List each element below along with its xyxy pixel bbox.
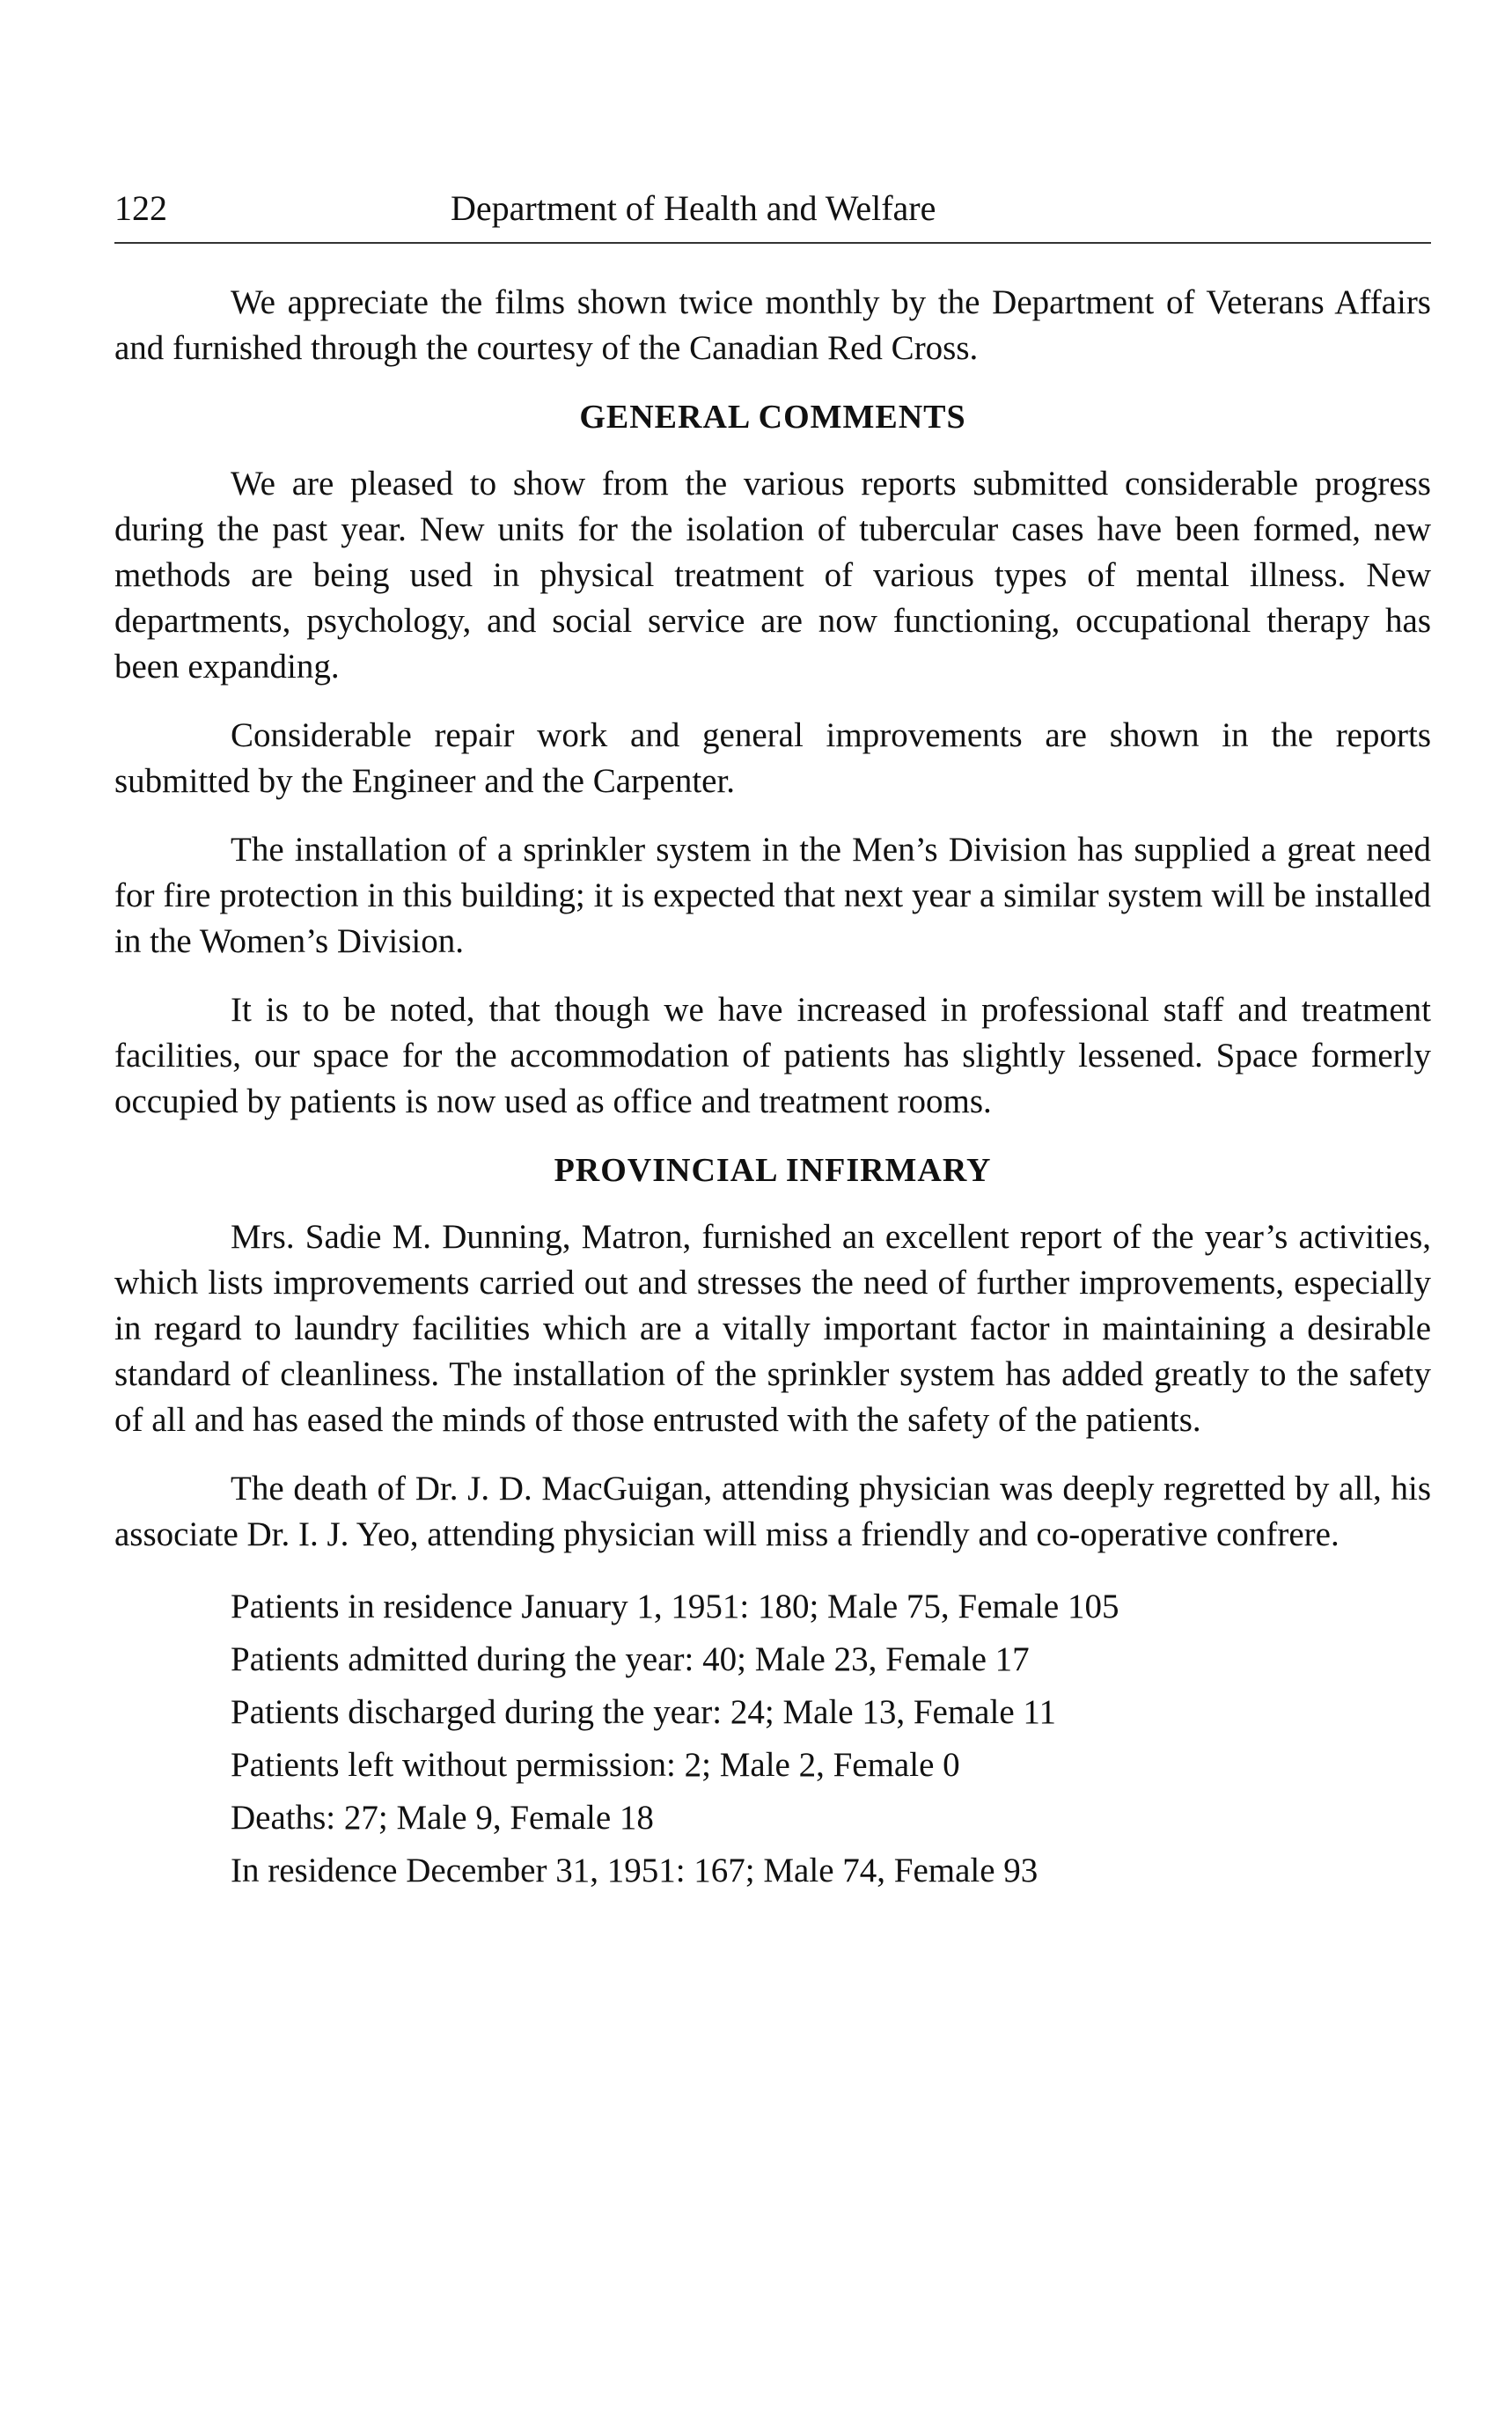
paragraph: It is to be noted, that though we have increased in professional staff and treatment facilities, our space for the accommodation of patients has slightly lessened. Space formerly occupied by patients is now used as office and treatment rooms. — [114, 991, 1431, 1120]
paragraph: Mrs. Sadie M. Dunning, Matron, furnished an excellent report of the year’s activities, which lists improvements carried out and stresses the need of further improvements, especially in regard to laundry facilities which are a vitally important factor in maintaining a desirable standard of cleanliness. The installation of the sprinkler system has added greatly to the safety of all and has eased the minds of those entrusted with the safety of the patients. — [114, 1218, 1431, 1439]
document-page — [114, 180, 1431, 1889]
body-text — [114, 280, 1431, 1897]
patient-statistics-list — [231, 1581, 1431, 1897]
statistics-line: Patients discharged during the year: 24; Male 13, Female 11 — [231, 1693, 1056, 1731]
statistics-line: In residence December 31, 1951: 167; Male 74, Female 93 — [231, 1852, 1039, 1889]
statistics-line: Deaths: 27; Male 9, Female 18 — [231, 1799, 654, 1837]
paragraph: The installation of a sprinkler system in the Men’s Division has supplied a great need for fire protection in this building; it is expected that next year a similar system will be installed in the Women’s Division. — [114, 831, 1431, 960]
statistics-line: Patients left without permission: 2; Male 2, Female 0 — [231, 1746, 960, 1784]
intro-paragraph: We appreciate the films shown twice monthly by the Department of Veterans Affairs and furnished through the courtesy of the Canadian Red Cross. — [114, 283, 1431, 367]
section-heading-provincial-infirmary: PROVINCIAL INFIRMARY — [554, 1152, 992, 1189]
paragraph: Considerable repair work and general improvements are shown in the reports submitted by the Engineer and the Carpenter. — [114, 716, 1431, 800]
running-title: Department of Health and Welfare — [451, 188, 936, 228]
section-heading-general-comments: GENERAL COMMENTS — [579, 399, 966, 436]
paragraph: We are pleased to show from the various reports submitted considerable progress during the past year. New units for the isolation of tubercular cases have been formed, new methods are being used in physical treatment of various types of mental illness. New departments, psychology, and social service are now functioning, occupational therapy has been expanding. — [114, 465, 1431, 686]
statistics-line: Patients in residence January 1, 1951: 180; Male 75, Female 105 — [231, 1588, 1119, 1625]
running-header — [114, 180, 1431, 237]
header-rule — [114, 242, 1431, 244]
paragraph: The death of Dr. J. D. MacGuigan, attending physician was deeply regretted by all, his associate Dr. I. J. Yeo, attending physician will miss a friendly and co-operative confrere. — [114, 1470, 1431, 1553]
statistics-line: Patients admitted during the year: 40; Male 23, Female 17 — [231, 1640, 1030, 1678]
page-number: 122 — [114, 188, 167, 228]
